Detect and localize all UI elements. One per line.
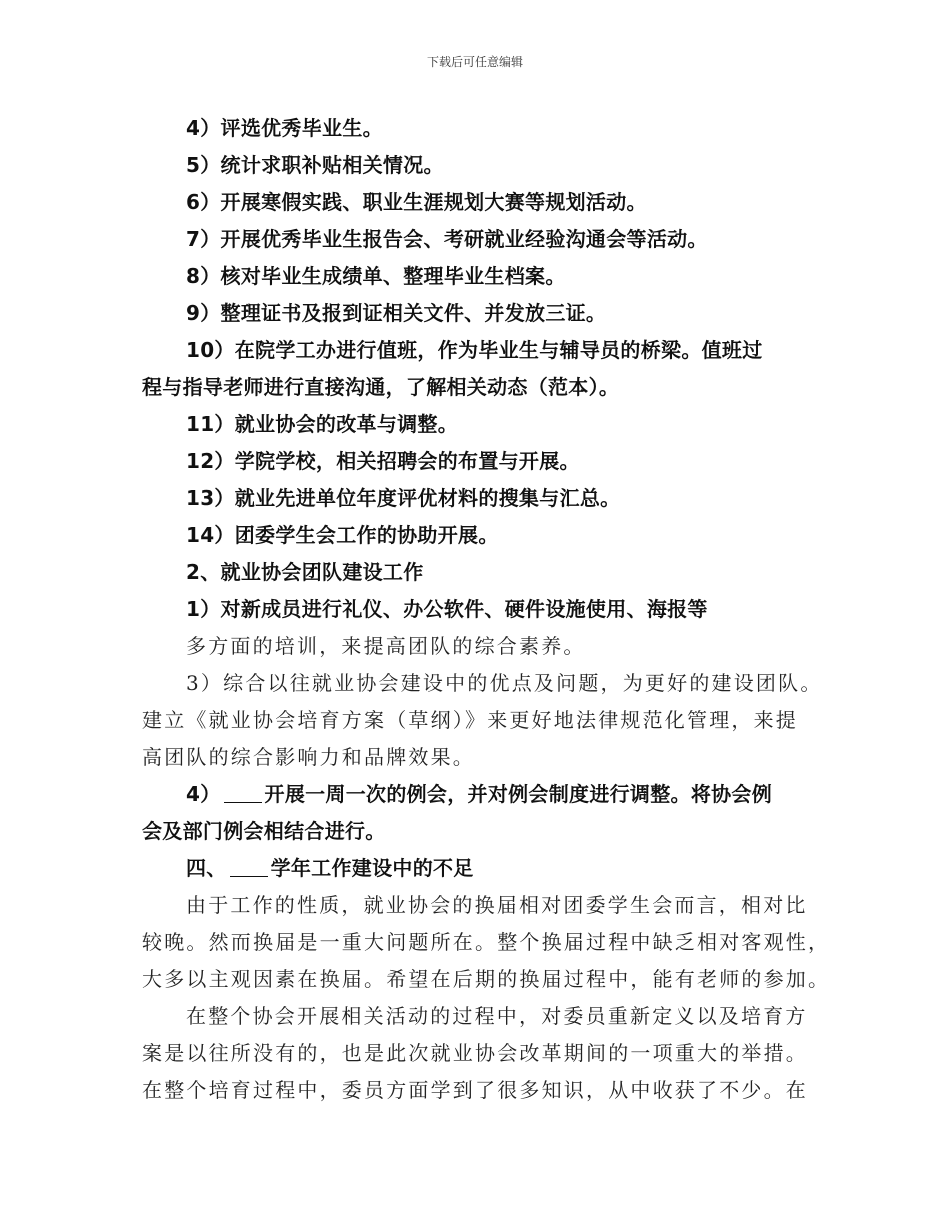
section-4-paragraph-1-line-2: 较晚。然而换届是一重大问题所在。整个换届过程中缺乏相对客观性， <box>142 930 831 954</box>
fill-in-blank <box>230 858 268 877</box>
list-item-13: 13）就业先进单位年度评优材料的搜集与汇总。 <box>186 486 621 510</box>
list-item-10: 10）在院学工办进行值班，作为毕业生与辅导员的桥梁。值班过 <box>186 338 763 362</box>
document-body <box>142 110 831 1109</box>
section-2-point-3-line-3: 高团队的综合影响力和品牌效果。 <box>142 745 475 769</box>
list-item-14: 14）团委学生会工作的协助开展。 <box>186 523 499 547</box>
list-item-6: 6）开展寒假实践、职业生涯规划大赛等规划活动。 <box>186 190 647 214</box>
section-2-point-4 <box>142 776 822 813</box>
section-4-paragraph-1-line-1: 由于工作的性质，就业协会的换届相对团委学生会而言，相对比 <box>186 893 808 917</box>
list-item-7: 7）开展优秀毕业生报告会、考研就业经验沟通会等活动。 <box>186 227 708 251</box>
section-4-heading-text: 学年工作建设中的不足 <box>270 856 474 880</box>
list-item-9: 9）整理证书及报到证相关文件、并发放三证。 <box>186 301 607 325</box>
list-item-8: 8）核对毕业生成绩单、整理毕业生档案。 <box>186 264 566 288</box>
section-2-point-4-text: 开展一周一次的例会，并对例会制度进行调整。将协会例 <box>264 782 773 806</box>
fill-in-blank <box>224 784 262 803</box>
section-4-paragraph-1-line-3: 大多以主观因素在换届。希望在后期的换届过程中，能有老师的参加。 <box>142 967 831 991</box>
list-item-10-continued: 程与指导老师进行直接沟通，了解相关动态（范本）。 <box>142 375 620 399</box>
section-4-paragraph-2-line-2: 案是以往所没有的，也是此次就业协会改革期间的一项重大的举措。 <box>142 1041 808 1065</box>
section-4-heading <box>142 850 822 887</box>
section-2-point-4-continued: 会及部门例会相结合进行。 <box>142 819 386 843</box>
section-2-point-1: 1）对新成员进行礼仪、办公软件、硬件设施使用、海报等 <box>186 597 708 621</box>
list-item-12: 12）学院学校，相关招聘会的布置与开展。 <box>186 449 580 473</box>
list-item-4: 4）评选优秀毕业生。 <box>186 116 383 140</box>
list-item-11: 11）就业协会的改革与调整。 <box>186 412 459 436</box>
section-4-paragraph-2-line-3: 在整个培育过程中，委员方面学到了很多知识，从中收获了不少。在 <box>142 1078 808 1102</box>
list-item-5: 5）统计求职补贴相关情况。 <box>186 153 444 177</box>
section-2-point-3-line-2: 建立《就业协会培育方案（草纲）》来更好地法律规范化管理，来提 <box>142 708 798 732</box>
section-2-point-1-continued: 多方面的培训，来提高团队的综合素养。 <box>186 634 586 658</box>
section-2-point-4-number: 4） <box>186 782 221 806</box>
section-4-heading-number: 四、 <box>186 856 227 880</box>
section-2-point-3: 3）综合以往就业协会建设中的优点及问题，为更好的建设团队。 <box>186 671 823 695</box>
section-4-paragraph-2-line-1: 在整个协会开展相关活动的过程中，对委员重新定义以及培育方 <box>186 1004 808 1028</box>
page-header: 下载后可任意编辑 <box>426 55 523 69</box>
section-2-heading: 2、就业协会团队建设工作 <box>186 560 424 584</box>
